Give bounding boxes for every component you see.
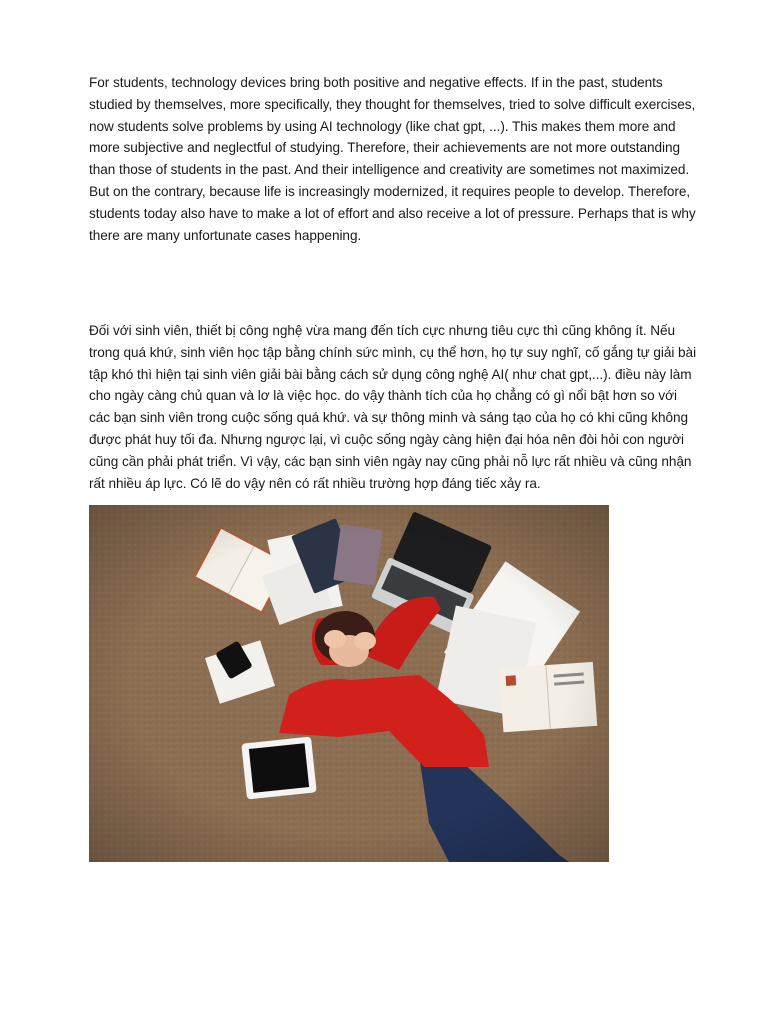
paragraph-english: For students, technology devices bring both positive and negative effects. If in the past, students studied by themselves, more specifically, they thought for themselves, tried to solve difficult exercises, now students solve problems by using AI technology (like chat gpt, ...). This makes them more and more subjective and neglectful of studying. Therefore, their achievements are not more outstanding than those of students in the past. And their intelligence and creativity are sometimes not maximized. But on the contrary, because life is increasingly modernized, it requires people to develop. Therefore, students today also have to make a lot of effort and also receive a lot of pressure. Perhaps that is why there are many unfortunate cases happening. bbox=[89, 75, 696, 243]
student-photo bbox=[89, 505, 609, 862]
paragraph-vietnamese: Đối với sinh viên, thiết bị công nghệ vừa mang đến tích cực nhưng tiêu cực thì cũng không ít. Nếu trong quá khứ, sinh viên học tập bằng chính sức mình, cụ thể hơn, họ tự suy nghĩ, cố gắng tự giải bài tập khó thì hiện tại sinh viên giải bài bằng cách sử dụng công nghệ AI( như chat gpt,...). điều này làm cho ngày càng chủ quan và lơ là việc học. do vậy thành tích của họ chẳng có gì nổi bật hơn so với các bạn sinh viên trong cuộc sống quá khứ. và sự thông minh và sáng tạo của họ có khi cũng không được phát huy tối đa. Nhưng ngược lại, vì cuộc sống ngày càng hiện đại hóa nên đòi hỏi con người cũng cần phải phát triển. Vì vậy, các bạn sinh viên ngày nay cũng phải nỗ lực rất nhiều và cũng nhận rất nhiều áp lực. Có lẽ do vậy nên có rất nhiều trường hợp đáng tiếc xảy ra. bbox=[89, 323, 697, 491]
photo-illustration bbox=[89, 505, 609, 862]
